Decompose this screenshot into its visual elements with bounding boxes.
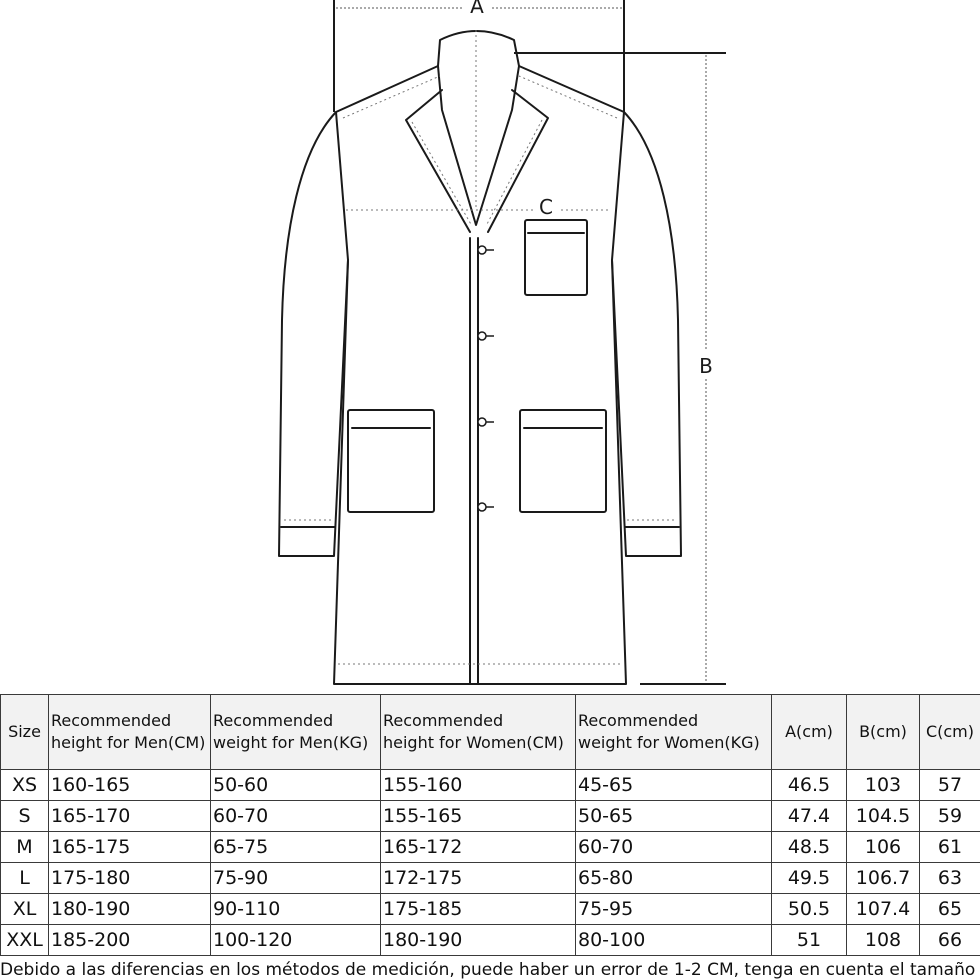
table-row (1, 894, 980, 925)
header-weight-women: Recommended weight for Women(KG) (576, 695, 772, 770)
cell-weight-men: 75-90 (211, 863, 381, 894)
chest-pocket (525, 220, 587, 295)
cell-height-women: 175-185 (381, 894, 576, 925)
left-sleeve (279, 112, 348, 556)
cell-height-women: 172-175 (381, 863, 576, 894)
table-row (1, 832, 980, 863)
cell-a: 46.5 (772, 770, 847, 801)
cell-height-women: 165-172 (381, 832, 576, 863)
cell-weight-men: 50-60 (211, 770, 381, 801)
cell-c: 61 (920, 832, 980, 863)
header-weight-men: Recommended weight for Men(KG) (211, 695, 381, 770)
buttons (478, 246, 486, 511)
cell-size: S (1, 801, 49, 832)
table-header-row (1, 695, 980, 770)
header-b: B(cm) (847, 695, 920, 770)
button-icon (478, 503, 486, 511)
cell-b: 106 (847, 832, 920, 863)
table-row (1, 863, 980, 894)
cell-b: 104.5 (847, 801, 920, 832)
button-icon (478, 418, 486, 426)
label-a: A (470, 0, 484, 18)
cell-weight-men: 100-120 (211, 925, 381, 956)
cell-b: 106.7 (847, 863, 920, 894)
button-icon (478, 332, 486, 340)
cell-b: 103 (847, 770, 920, 801)
table-row (1, 925, 980, 956)
button-icon (478, 246, 486, 254)
cell-b: 108 (847, 925, 920, 956)
cell-weight-women: 65-80 (576, 863, 772, 894)
cell-weight-women: 80-100 (576, 925, 772, 956)
cell-a: 51 (772, 925, 847, 956)
label-c: C (539, 195, 553, 219)
header-height-women: Recommended height for Women(CM) (381, 695, 576, 770)
cell-weight-women: 45-65 (576, 770, 772, 801)
cell-weight-men: 65-75 (211, 832, 381, 863)
cell-weight-men: 60-70 (211, 801, 381, 832)
size-chart-table (0, 694, 980, 956)
cell-height-women: 155-165 (381, 801, 576, 832)
header-c: C(cm) (920, 695, 980, 770)
cell-height-men: 175-180 (49, 863, 211, 894)
cell-size: L (1, 863, 49, 894)
header-height-men: Recommended height for Men(CM) (49, 695, 211, 770)
cell-height-men: 185-200 (49, 925, 211, 956)
cell-size: XS (1, 770, 49, 801)
cell-size: M (1, 832, 49, 863)
left-lapel (406, 90, 470, 232)
label-b: B (699, 354, 713, 378)
header-a: A(cm) (772, 695, 847, 770)
cell-weight-women: 60-70 (576, 832, 772, 863)
right-sleeve (612, 112, 681, 556)
cell-height-women: 180-190 (381, 925, 576, 956)
cell-a: 47.4 (772, 801, 847, 832)
left-lower-pocket (348, 410, 434, 512)
header-size: Size (1, 695, 49, 770)
coat-body (334, 31, 626, 684)
measurement-footnote: Debido a las diferencias en los métodos de medición, puede haber un error de 1-2 CM, tenga en cuenta el tamaño (0, 960, 976, 980)
cell-weight-women: 75-95 (576, 894, 772, 925)
cell-a: 49.5 (772, 863, 847, 894)
cell-a: 48.5 (772, 832, 847, 863)
table-row (1, 770, 980, 801)
cell-size: XXL (1, 925, 49, 956)
cell-size: XL (1, 894, 49, 925)
cell-weight-men: 90-110 (211, 894, 381, 925)
table-row (1, 801, 980, 832)
cell-b: 107.4 (847, 894, 920, 925)
cell-c: 66 (920, 925, 980, 956)
cell-height-men: 180-190 (49, 894, 211, 925)
cell-c: 57 (920, 770, 980, 801)
cell-c: 63 (920, 863, 980, 894)
cell-a: 50.5 (772, 894, 847, 925)
cell-height-women: 155-160 (381, 770, 576, 801)
right-lower-pocket (520, 410, 606, 512)
collar (438, 66, 519, 225)
cell-height-men: 165-170 (49, 801, 211, 832)
cell-weight-women: 50-65 (576, 801, 772, 832)
cell-height-men: 160-165 (49, 770, 211, 801)
cell-height-men: 165-175 (49, 832, 211, 863)
cell-c: 59 (920, 801, 980, 832)
cell-c: 65 (920, 894, 980, 925)
